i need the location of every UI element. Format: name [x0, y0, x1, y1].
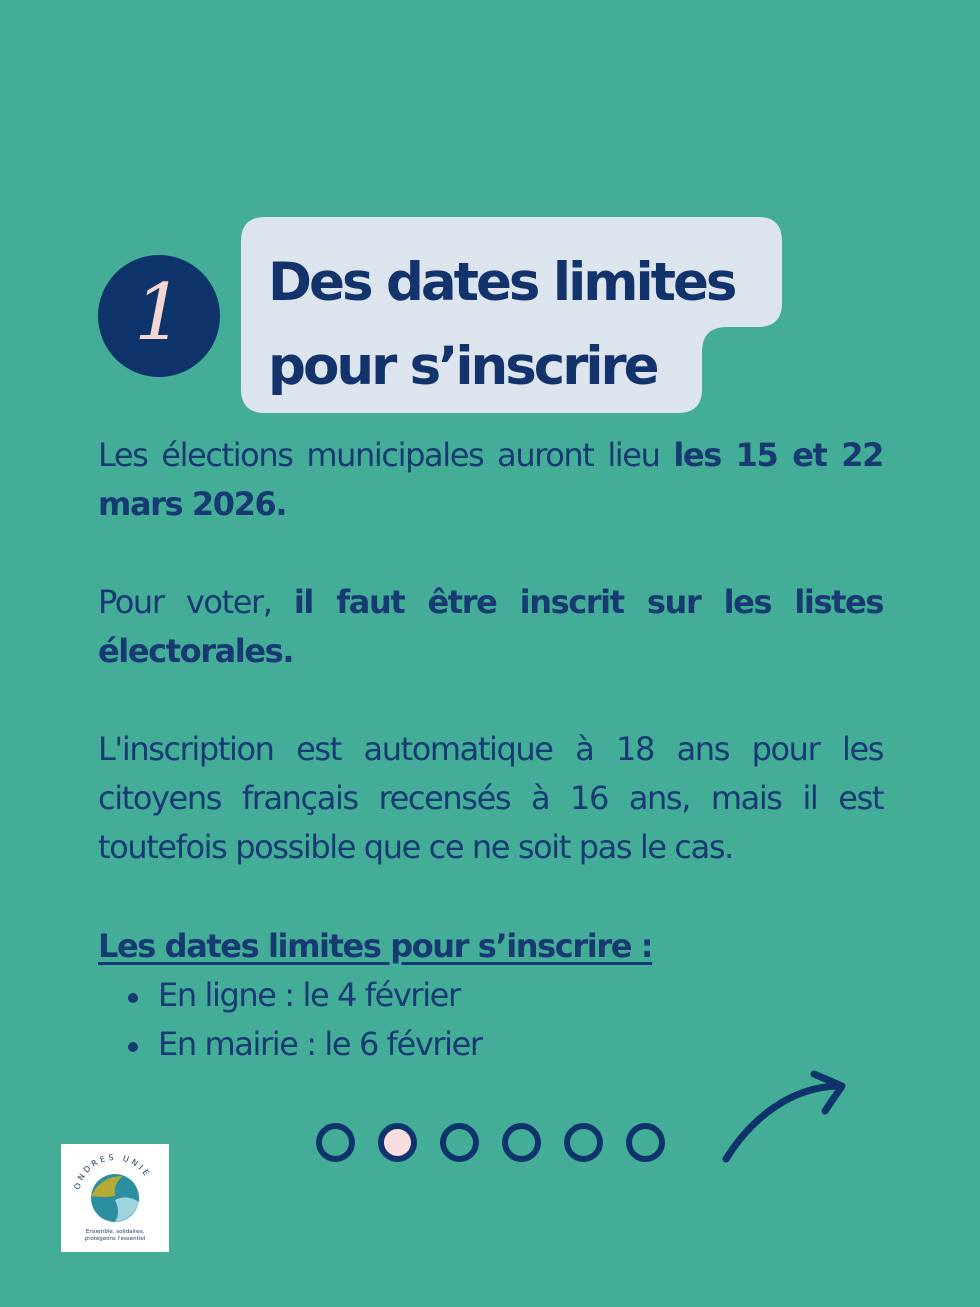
page-dot-4[interactable]	[502, 1123, 541, 1162]
requirement-paragraph	[98, 578, 883, 676]
title-line-1: Des dates limites	[268, 252, 735, 313]
deadlines-title: Les dates limites pour s’inscrire :	[98, 927, 653, 965]
title-line-2: pour s’inscrire	[268, 336, 657, 397]
title-box	[241, 217, 782, 413]
ondres-unie-logo	[61, 1144, 169, 1252]
intro-paragraph	[98, 431, 883, 529]
page-dot-2[interactable]	[378, 1123, 417, 1162]
step-number: 1	[134, 268, 184, 358]
page-dot-1[interactable]	[316, 1123, 355, 1162]
election-dates: les 15 et 22 mars 2026.	[98, 436, 883, 523]
deadlines-list	[98, 971, 898, 1069]
logo-mark	[61, 1144, 169, 1252]
automatic-note: L'inscription est automatique à 18 ans pour les citoyens français recensés à 16 ans, mais il est toutefois possible que ce ne soit pas le cas.	[98, 730, 883, 866]
deadlines-section	[98, 922, 898, 1069]
requirement-bold: il faut être inscrit sur les listes électorales.	[98, 583, 883, 670]
page-dot-3[interactable]	[440, 1123, 479, 1162]
deadline-item-online: En ligne : le 4 février	[158, 971, 898, 1020]
requirement-text: Pour voter,	[98, 583, 294, 621]
step-number-badge	[98, 255, 220, 377]
svg-text:Ensemble, solidaires,: Ensemble, solidaires,	[85, 1229, 145, 1235]
page-dot-6[interactable]	[626, 1123, 665, 1162]
deadline-item-town-hall: En mairie : le 6 février	[158, 1020, 898, 1069]
page-dot-5[interactable]	[564, 1123, 603, 1162]
svg-text:ONDRES UNIE: ONDRES UNIE	[72, 1152, 153, 1191]
next-arrow-icon[interactable]	[712, 1062, 852, 1167]
pagination-dots	[316, 1123, 665, 1162]
intro-text: Les élections municipales auront lieu	[98, 436, 674, 474]
svg-text:protégeons l'essentiel: protégeons l'essentiel	[84, 1236, 146, 1242]
page-title	[268, 241, 788, 409]
